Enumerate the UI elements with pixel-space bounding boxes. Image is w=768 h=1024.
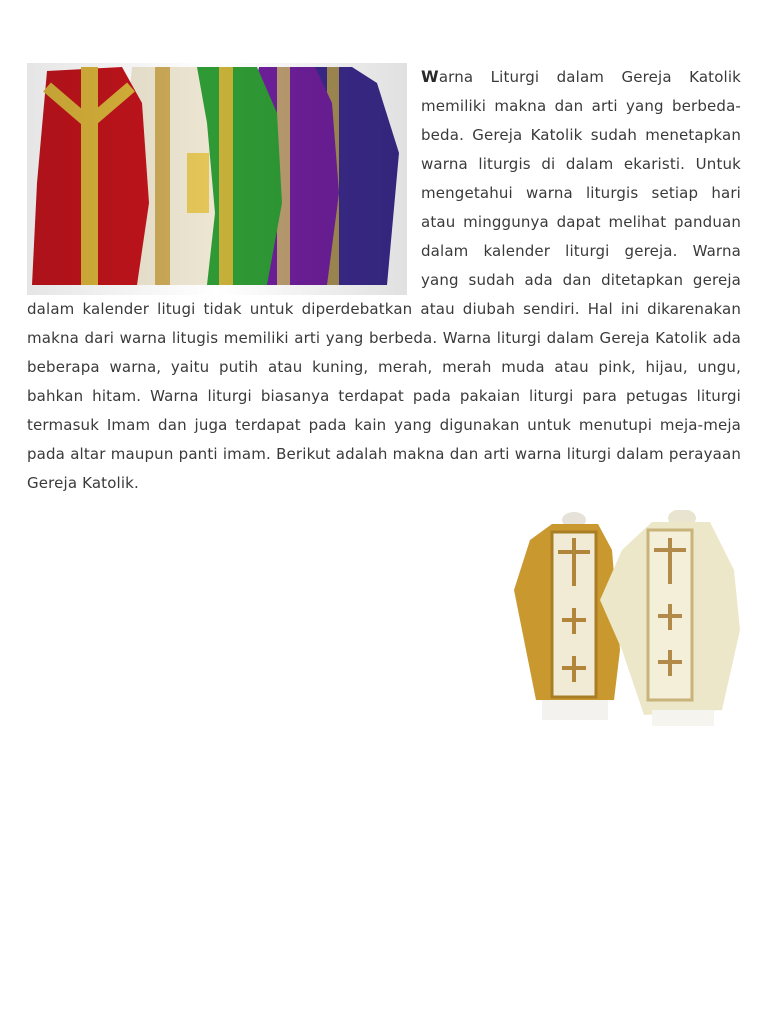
drop-cap: W: [421, 67, 439, 86]
article-text: arna Liturgi dalam Gereja Katolik memiliki makna dan arti yang berbeda-beda. Gereja Katolik sudah menetapkan warna liturgis di dalam ekaristi. Untuk mengetahui warna liturgis setiap hari atau minggunya dapat melihat panduan dalam kalender liturgi gereja. Warna yang sudah ada dan ditetapkan gereja dalam kalender litugi tidak untuk diperdebatkan atau diubah sendiri. Hal ini dikarenakan makna dari warna litugis memiliki arti yang berbeda. Warna liturgi dalam Gereja Katolik ada beberapa warna, yaitu putih atau kuning, merah, merah muda atau pink, hijau, ungu, bahkan hitam. Warna liturgi biasanya terdapat pada pakaian liturgi para petugas liturgi termasuk Imam dan juga terdapat pada kain yang digunakan untuk menutupi meja-meja pada altar maupun panti imam. Berikut adalah makna dan arti warna liturgi dalam perayaan Gereja Katolik.: [27, 68, 741, 492]
article: [27, 62, 741, 498]
chasubles-image: [512, 510, 742, 732]
liturgical-vestments-image: [27, 63, 407, 295]
